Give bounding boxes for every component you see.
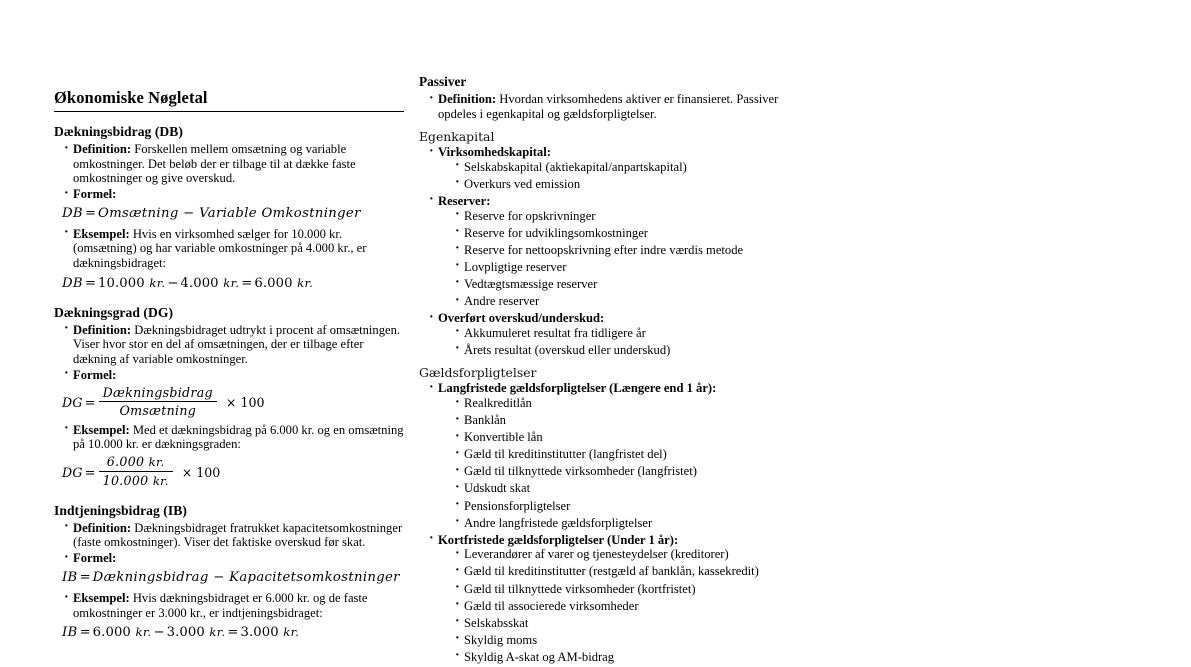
definition-label: Definition: (73, 520, 132, 535)
page-title: Økonomiske Nøgletal (54, 88, 208, 107)
kortfristede-sublist (438, 547, 779, 664)
section-db-list (54, 142, 404, 202)
formula-ib-example-lhs: IB (62, 625, 78, 641)
formula-dg-multiplier: × 100 (225, 394, 265, 410)
formula-dg-example-numerator-wrap (99, 454, 173, 472)
formula-dg-lhs: DG (62, 394, 83, 410)
example-text: Hvis dækningsbidraget er 6.000 kr. og de faste omkostninger er 3.000 kr., er indtjeningsbidraget: (73, 591, 368, 620)
formula-db-lhs: DB (62, 205, 83, 221)
formula-dg-example-numerator-unit: kr. (148, 455, 165, 470)
section-heading-db: Dækningsbidrag (DB) (54, 124, 183, 139)
item-label: Virksomhedskapital: (438, 145, 551, 160)
example-label: Eksempel: (73, 591, 130, 605)
list-item: · Reserve for opskrivninger (455, 209, 779, 224)
list-item-definition (64, 142, 404, 186)
item-label: Kortfristede gældsforpligtelser (Under 1 år): (438, 532, 679, 547)
formula-dg-example-lhs: DG (62, 464, 83, 480)
formula-ib-lhs: IB (62, 570, 78, 585)
formula-ib-example-b-unit: kr. (209, 625, 226, 640)
section-heading-dg: Dækningsgrad (DG) (54, 304, 174, 320)
formula-ib-example-op: − (153, 625, 165, 641)
formula-db-example-b-unit: kr. (223, 275, 240, 290)
section-ib-example-list (54, 591, 404, 620)
left-column (54, 88, 404, 646)
formula-dg-example-numerator: 6.000 (106, 454, 145, 470)
formula-dg: DG = $\frac{\text{Dækningsbidrag}}{\text{Omsætning}}$ × 100 (62, 385, 265, 419)
list-item: · Gæld til kreditinstitutter (langfristet del) (455, 447, 779, 462)
formula-ib-eq: = (79, 570, 91, 585)
list-item-definition (64, 323, 404, 367)
list-item: · Vedtægtsmæssige reserver (455, 277, 779, 292)
formula-dg-example-denominator: 10.000 (102, 473, 149, 489)
section-dg-list (54, 323, 404, 383)
formula-ib-example-result-unit: kr. (283, 625, 300, 640)
formula-db-example-lhs: DB (62, 275, 83, 291)
formula-label: Formel: (73, 367, 117, 382)
definition-text: Hvordan virksomhedens aktiver er finansieret. Passiver opdeles i egenkapital og gældsforpligtelser. (438, 92, 779, 121)
list-item: · Selskabsskat (455, 616, 779, 631)
list-item: · Pensionsforpligtelser (455, 499, 779, 514)
section-heading-passiver: Passiver (419, 74, 467, 89)
formula-db (62, 206, 404, 222)
list-item: · Gæld til tilknyttede virksomheder (kortfristet) (455, 582, 779, 597)
item-label: Reserver: (438, 193, 491, 208)
list-item-example (64, 423, 404, 452)
example-text: Med et dækningsbidrag på 6.000 kr. og en omsætning på 10.000 kr. er dækningsgraden: (73, 422, 404, 452)
list-item-formula-label (64, 187, 404, 202)
list-item-definition (64, 521, 404, 550)
list-item: · Gæld til tilknyttede virksomheder (langfristet) (455, 464, 779, 479)
list-item: · Konvertible lån (455, 430, 779, 445)
langfristede-sublist (438, 396, 779, 530)
list-item-formula-label (64, 368, 404, 383)
list-item: · Andre langfristede gældsforpligtelser (455, 516, 779, 531)
formula-dg-example-fraction (99, 454, 173, 489)
list-item: · Realkreditlån (455, 396, 779, 411)
list-item-overfort-overskud (429, 311, 779, 357)
list-item: · Årets resultat (overskud eller underskud) (455, 343, 779, 358)
example-text: Hvis en virksomhed sælger for 10.000 kr. (omsætning) og har variable omkostninger på 4.000 kr., er dækningsbidraget: (73, 226, 367, 271)
list-item: · Banklån (455, 413, 779, 428)
list-item: · Reserve for nettoopskrivning efter indre værdis metode (455, 243, 779, 258)
formula-ib-example: IB = 6.000 kr. − 3.000 kr. = 3.000 kr. (62, 625, 300, 641)
formula-db-eq: = (84, 205, 97, 221)
formula-ib (62, 570, 404, 586)
section-ib-list (54, 521, 404, 566)
example-label: Eksempel: (73, 422, 130, 437)
formula-db-rhs: Omsætning − Variable Omkostninger (98, 205, 361, 221)
list-item-virksomhedskapital (429, 145, 779, 191)
item-label: Overført overskud/underskud: (438, 311, 605, 326)
section-heading-ib: Indtjeningsbidrag (IB) (54, 502, 187, 518)
definition-label: Definition: (73, 322, 132, 337)
formula-dg-example: DG = $\frac{6.000 kr.}{10.000 kr.}$ × 100 (62, 454, 221, 489)
formula-db-example-result-unit: kr. (297, 275, 314, 290)
group-label-gaeldsforpligtelser: Gældsforpligtelser (419, 365, 537, 381)
formula-dg-fraction (99, 385, 217, 418)
virksomhedskapital-sublist (438, 160, 779, 192)
list-item: · Leverandører af varer og tjenesteydelser (kreditorer) (455, 547, 779, 562)
list-item-formula-label (64, 551, 404, 566)
list-item: · Overkurs ved emission (455, 177, 779, 192)
right-column (419, 74, 779, 667)
formula-ib-rhs: Dækningsbidrag − Kapacitetsomkostninger (92, 570, 400, 585)
definition-text: Forskellen mellem omsætning og variable omkostninger. Det beløb der er tilbage til at dække faste omkostninger og give overskud. (73, 142, 356, 186)
overfort-overskud-sublist (438, 326, 779, 358)
formula-dg-denominator: Omsætning (119, 403, 197, 419)
formula-dg-example-denominator-wrap (99, 472, 173, 489)
formula-ib-example-a-unit: kr. (135, 625, 152, 640)
example-label: Eksempel: (73, 226, 130, 241)
list-item: · Udskudt skat (455, 481, 779, 496)
gaeldsforpligtelser-list (419, 381, 779, 664)
formula-dg-example-multiplier: × 100 (181, 464, 221, 480)
definition-label: Definition: (73, 142, 132, 156)
section-db-example-list (54, 227, 404, 271)
formula-ib-example-a: 6.000 (92, 625, 131, 641)
list-item-example (64, 227, 404, 271)
list-item: · Selskabskapital (aktiekapital/anpartskapital) (455, 160, 779, 175)
formula-dg-example-denominator-unit: kr. (152, 474, 169, 489)
formula-ib-example-b: 3.000 (166, 625, 205, 641)
formula-db-example-result: 6.000 (254, 275, 293, 291)
list-item-kortfristede (429, 533, 779, 665)
list-item: · Skyldig A-skat og AM-bidrag (455, 650, 779, 665)
list-item: · Gæld til kreditinstitutter (restgæld af banklån, kassekredit) (455, 564, 779, 579)
list-item-example (64, 591, 404, 620)
formula-ib-example-result: 3.000 (240, 625, 279, 641)
item-label: Langfristede gældsforpligtelser (Længere end 1 år): (438, 381, 717, 396)
egenkapital-list (419, 145, 779, 357)
formula-dg-numerator: Dækningsbidrag (99, 385, 217, 402)
formula-label: Formel: (73, 187, 117, 202)
formula-db-example-a-unit: kr. (149, 275, 166, 290)
reserver-sublist (438, 209, 779, 309)
group-label-egenkapital: Egenkapital (419, 129, 495, 145)
formula-db-example-a: 10.000 (98, 275, 145, 291)
list-item: · Lovpligtige reserver (455, 260, 779, 275)
section-dg-example-list (54, 423, 404, 452)
list-item-reserver (429, 194, 779, 309)
passiver-definition-list (419, 92, 779, 121)
list-item: · Andre reserver (455, 294, 779, 309)
formula-label: Formel: (73, 551, 117, 566)
list-item: · Gæld til associerede virksomheder (455, 599, 779, 614)
list-item: · Akkumuleret resultat fra tidligere år (455, 326, 779, 341)
list-item: · Skyldig moms (455, 633, 779, 648)
title-divider (54, 111, 404, 112)
list-item: · Reserve for udviklingsomkostninger (455, 226, 779, 241)
formula-db-example-b: 4.000 (180, 275, 219, 291)
definition-label: Definition: (438, 92, 497, 106)
formula-db-example: DB = 10.000 kr. − 4.000 kr. = 6.000 kr. (62, 275, 314, 291)
definition-text: Dækningsbidraget fratrukket kapacitetsomkostninger (faste omkostninger). Viser det faktiske overskud før skat. (73, 520, 403, 550)
formula-db-example-op: − (167, 275, 179, 291)
list-item-langfristede (429, 381, 779, 530)
list-item-definition (429, 92, 779, 121)
definition-text: Dækningsbidraget udtrykt i procent af omsætningen. Viser hvor stor en del af omsætningen, der er tilbage efter dækning af variable omkostninger. (73, 322, 401, 366)
